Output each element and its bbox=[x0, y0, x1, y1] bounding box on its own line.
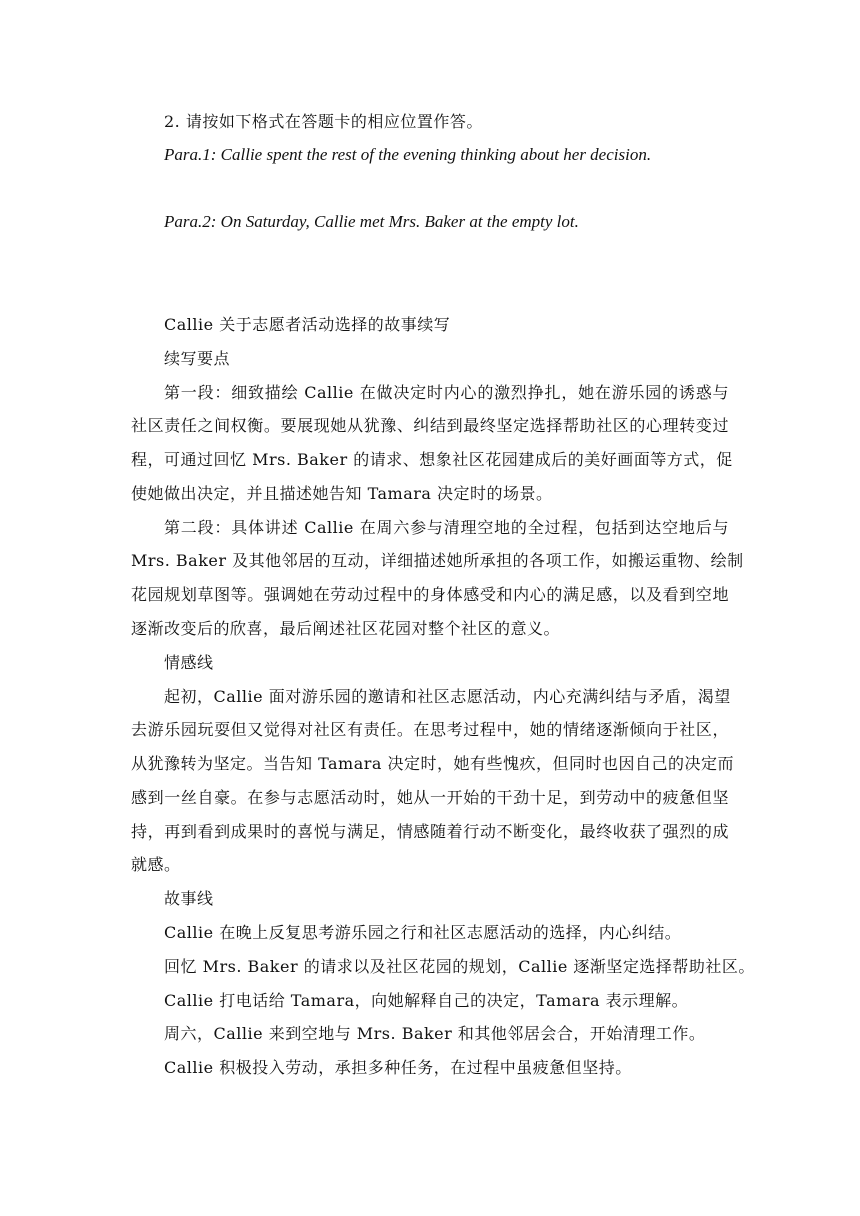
emotion-line: 感到一丝自豪。在参与志愿活动时，她从一开始的干劲十足，到劳动中的疲惫但坚 bbox=[131, 788, 729, 807]
emotion-heading: 情感线 bbox=[164, 653, 214, 672]
para1-line: 第一段：细致描绘 Callie 在做决定时内心的激烈挣扎，她在游乐园的诱惑与 bbox=[164, 383, 729, 402]
essay-title: Callie 关于志愿者活动选择的故事续写 bbox=[164, 315, 451, 334]
para1-prompt: Para.1: Callie spent the rest of the evening thinking about her decision. bbox=[164, 145, 652, 164]
story-line: Callie 积极投入劳动，承担多种任务，在过程中虽疲惫但坚持。 bbox=[164, 1058, 632, 1077]
story-line: 回忆 Mrs. Baker 的请求以及社区花园的规划，Callie 逐渐坚定选择帮助社区。 bbox=[164, 957, 755, 976]
story-line: Callie 打电话给 Tamara，向她解释自己的决定，Tamara 表示理解。 bbox=[164, 991, 689, 1010]
story-line: 周六，Callie 来到空地与 Mrs. Baker 和其他邻居会合，开始清理工作。 bbox=[164, 1024, 706, 1043]
para1-line: 程，可通过回忆 Mrs. Baker 的请求、想象社区花园建成后的美好画面等方式，促 bbox=[131, 450, 733, 469]
para2-line: Mrs. Baker 及其他邻居的互动，详细描述她所承担的各项工作，如搬运重物、绘制 bbox=[131, 551, 744, 570]
emotion-line: 就感。 bbox=[131, 855, 181, 874]
story-line: Callie 在晚上反复思考游乐园之行和社区志愿活动的选择，内心纠结。 bbox=[164, 923, 682, 942]
para2-line: 第二段：具体讲述 Callie 在周六参与清理空地的全过程，包括到达空地后与 bbox=[164, 518, 729, 537]
emotion-line: 去游乐园玩耍但又觉得对社区有责任。在思考过程中，她的情绪逐渐倾向于社区， bbox=[131, 720, 729, 739]
para2-line: 逐渐改变后的欣喜，最后阐述社区花园对整个社区的意义。 bbox=[131, 619, 561, 638]
points-heading: 续写要点 bbox=[164, 349, 231, 368]
para2-prompt: Para.2: On Saturday, Callie met Mrs. Baker at the empty lot. bbox=[164, 212, 579, 231]
story-heading: 故事线 bbox=[164, 889, 214, 908]
emotion-line: 持，再到看到成果时的喜悦与满足，情感随着行动不断变化，最终收获了强烈的成 bbox=[131, 822, 729, 841]
instruction-line: 2. 请按如下格式在答题卡的相应位置作答。 bbox=[164, 112, 483, 131]
para1-line: 使她做出决定，并且描述她告知 Tamara 决定时的场景。 bbox=[131, 484, 553, 503]
emotion-line: 起初，Callie 面对游乐园的邀请和社区志愿活动，内心充满纠结与矛盾，渴望 bbox=[164, 687, 731, 706]
para1-line: 社区责任之间权衡。要展现她从犹豫、纠结到最终坚定选择帮助社区的心理转变过 bbox=[131, 416, 729, 435]
para2-line: 花园规划草图等。强调她在劳动过程中的身体感受和内心的满足感，以及看到空地 bbox=[131, 585, 729, 604]
emotion-line: 从犹豫转为坚定。当告知 Tamara 决定时，她有些愧疚，但同时也因自己的决定而 bbox=[131, 754, 735, 773]
